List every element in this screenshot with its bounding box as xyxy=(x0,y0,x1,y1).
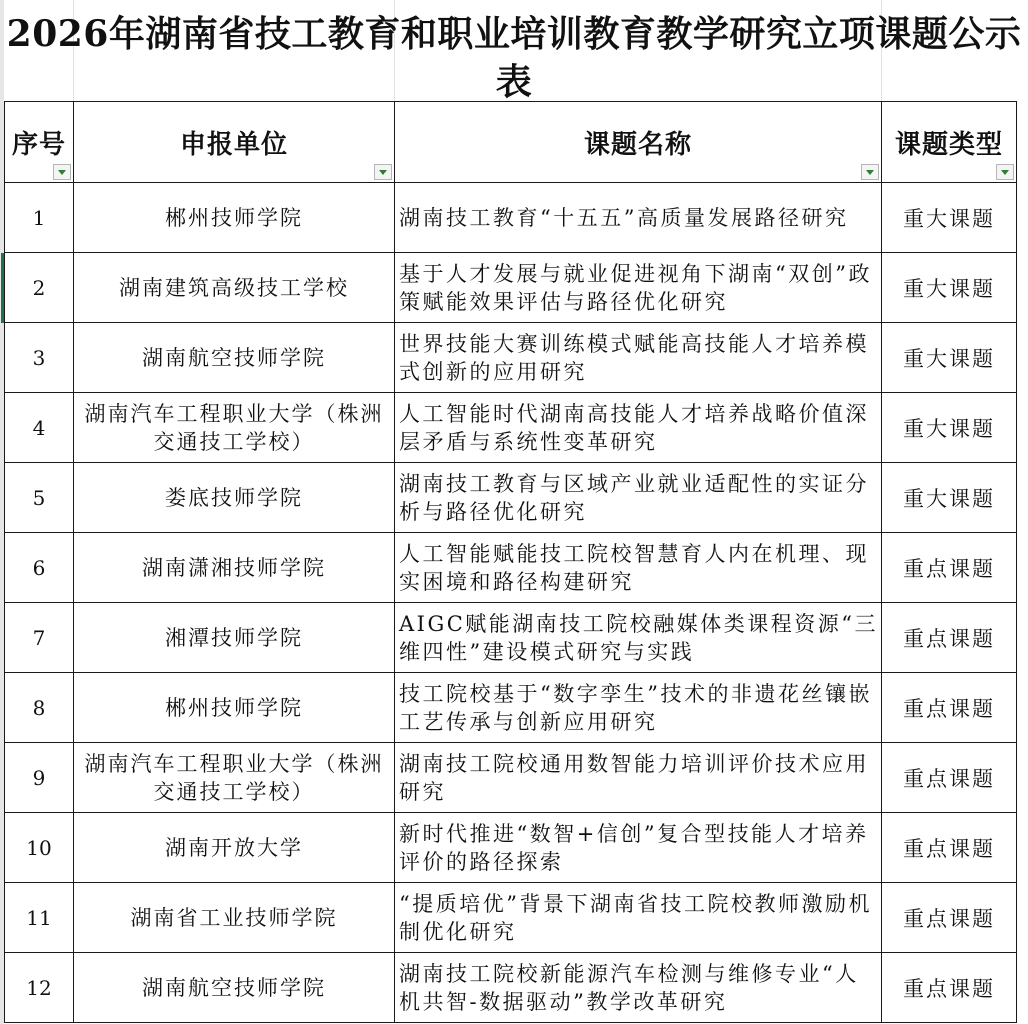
cell-no[interactable]: 4 xyxy=(5,393,74,463)
cell-unit[interactable]: 湖南省工业技师学院 xyxy=(74,883,395,953)
table-row xyxy=(5,743,1017,813)
table-row xyxy=(5,883,1017,953)
filter-dropdown-icon[interactable] xyxy=(374,164,392,180)
cell-unit[interactable]: 湖南建筑高级技工学校 xyxy=(74,253,395,323)
cell-unit[interactable]: 娄底技师学院 xyxy=(74,463,395,533)
cell-no[interactable]: 6 xyxy=(5,533,74,603)
cell-topic[interactable]: 基于人才发展与就业促进视角下湖南“双创”政策赋能效果评估与路径优化研究 xyxy=(395,253,882,323)
cell-type[interactable]: 重点课题 xyxy=(882,603,1017,673)
header-label: 课题名称 xyxy=(583,129,692,160)
cell-unit[interactable]: 湘潭技师学院 xyxy=(74,603,395,673)
table-row xyxy=(5,253,1017,323)
row-selection-indicator xyxy=(1,253,4,323)
cell-unit[interactable]: 湖南航空技师学院 xyxy=(74,323,395,393)
cell-topic[interactable]: “提质培优”背景下湖南省技工院校教师激励机制优化研究 xyxy=(395,883,882,953)
cell-unit[interactable]: 湖南航空技师学院 xyxy=(74,953,395,1023)
header-label: 序号 xyxy=(11,129,66,160)
cell-no[interactable]: 11 xyxy=(5,883,74,953)
header-cell-no[interactable] xyxy=(5,102,74,183)
header-cell-unit[interactable] xyxy=(74,102,395,183)
table-row xyxy=(5,673,1017,743)
cell-unit[interactable]: 湖南潇湘技师学院 xyxy=(74,533,395,603)
cell-topic[interactable]: AIGC赋能湖南技工院校融媒体类课程资源“三维四性”建设模式研究与实践 xyxy=(395,603,882,673)
cell-type[interactable]: 重点课题 xyxy=(882,953,1017,1023)
cell-no[interactable]: 7 xyxy=(5,603,74,673)
cell-topic[interactable]: 湖南技工院校通用数智能力培训评价技术应用研究 xyxy=(395,743,882,813)
cell-type[interactable]: 重点课题 xyxy=(882,533,1017,603)
cell-no[interactable]: 1 xyxy=(5,183,74,253)
cell-unit[interactable]: 湖南汽车工程职业大学（株洲交通技工学校） xyxy=(74,743,395,813)
cell-unit[interactable]: 湖南开放大学 xyxy=(74,813,395,883)
cell-type[interactable]: 重大课题 xyxy=(882,393,1017,463)
cell-type[interactable]: 重点课题 xyxy=(882,743,1017,813)
project-table xyxy=(4,101,1017,1023)
cell-topic[interactable]: 湖南技工院校新能源汽车检测与维修专业“人机共智-数据驱动”教学改革研究 xyxy=(395,953,882,1023)
cell-no[interactable]: 10 xyxy=(5,813,74,883)
table-row xyxy=(5,393,1017,463)
cell-type[interactable]: 重大课题 xyxy=(882,323,1017,393)
table-row xyxy=(5,463,1017,533)
cell-topic[interactable]: 人工智能赋能技工院校智慧育人内在机理、现实困境和路径构建研究 xyxy=(395,533,882,603)
cell-type[interactable]: 重大课题 xyxy=(882,183,1017,253)
cell-topic[interactable]: 人工智能时代湖南高技能人才培养战略价值深层矛盾与系统性变革研究 xyxy=(395,393,882,463)
cell-no[interactable]: 2 xyxy=(5,253,74,323)
cell-topic[interactable]: 技工院校基于“数字孪生”技术的非遗花丝镶嵌工艺传承与创新应用研究 xyxy=(395,673,882,743)
cell-unit[interactable]: 湖南汽车工程职业大学（株洲交通技工学校） xyxy=(74,393,395,463)
header-cell-type[interactable] xyxy=(882,102,1017,183)
cell-type[interactable]: 重点课题 xyxy=(882,673,1017,743)
header-label: 申报单位 xyxy=(179,129,288,160)
cell-unit[interactable]: 郴州技师学院 xyxy=(74,183,395,253)
cell-type[interactable]: 重点课题 xyxy=(882,813,1017,883)
cell-topic[interactable]: 湖南技工教育与区域产业就业适配性的实证分析与路径优化研究 xyxy=(395,463,882,533)
table-row xyxy=(5,813,1017,883)
table-row xyxy=(5,323,1017,393)
cell-type[interactable]: 重大课题 xyxy=(882,463,1017,533)
cell-type[interactable]: 重大课题 xyxy=(882,253,1017,323)
table-row xyxy=(5,183,1017,253)
table-row xyxy=(5,953,1017,1023)
header-cell-topic[interactable] xyxy=(395,102,882,183)
cell-no[interactable]: 5 xyxy=(5,463,74,533)
page-title: 2026年湖南省技工教育和职业培训教育教学研究立项课题公示表 xyxy=(6,13,1022,102)
cell-no[interactable]: 12 xyxy=(5,953,74,1023)
header-label: 课题类型 xyxy=(894,129,1003,160)
cell-topic[interactable]: 新时代推进“数智+信创”复合型技能人才培养评价的路径探索 xyxy=(395,813,882,883)
cell-no[interactable]: 9 xyxy=(5,743,74,813)
header-row xyxy=(5,102,1017,183)
table-row xyxy=(5,603,1017,673)
filter-dropdown-icon[interactable] xyxy=(53,164,71,180)
cell-topic[interactable]: 湖南技工教育“十五五”高质量发展路径研究 xyxy=(395,183,882,253)
cell-no[interactable]: 3 xyxy=(5,323,74,393)
cell-unit[interactable]: 郴州技师学院 xyxy=(74,673,395,743)
cell-type[interactable]: 重点课题 xyxy=(882,883,1017,953)
filter-dropdown-icon[interactable] xyxy=(996,164,1014,180)
table-row xyxy=(5,533,1017,603)
cell-topic[interactable]: 世界技能大赛训练模式赋能高技能人才培养模式创新的应用研究 xyxy=(395,323,882,393)
filter-dropdown-icon[interactable] xyxy=(861,164,879,180)
cell-no[interactable]: 8 xyxy=(5,673,74,743)
